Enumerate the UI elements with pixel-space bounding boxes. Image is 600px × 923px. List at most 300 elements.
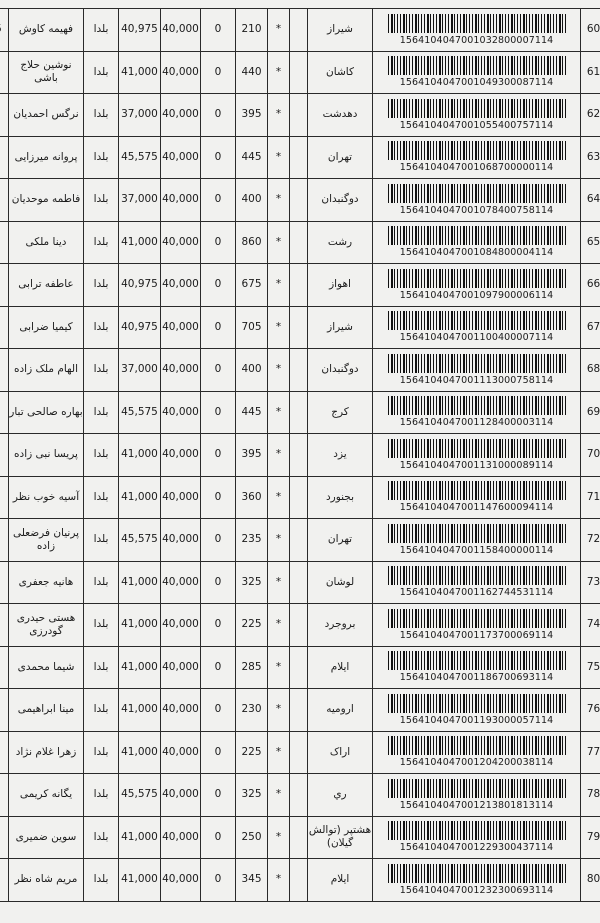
total-amount: 37,000 [119, 94, 161, 137]
city-cell: شیراز [308, 9, 373, 52]
table-row [0, 94, 600, 137]
extra-amount: 0 [201, 604, 236, 647]
barcode-icon [388, 141, 566, 160]
row-number: 72 [581, 519, 600, 562]
empty-cell [290, 9, 308, 52]
tracking-code [373, 136, 581, 179]
empty-cell [290, 816, 308, 859]
empty-cell [290, 689, 308, 732]
city-cell: شیراز [308, 306, 373, 349]
star-mark: * [268, 349, 290, 392]
tracking-code-text: 1564104047001213801813114 [399, 799, 554, 811]
star-mark: * [268, 9, 290, 52]
city-cell: اهواز [308, 264, 373, 307]
row-number: 73 [581, 561, 600, 604]
tracking-code-text: 1564104047001186700693114 [399, 672, 554, 684]
barcode-icon [388, 439, 566, 458]
barcode-icon [388, 184, 566, 203]
row-edge-number [0, 9, 9, 52]
row-edge-number [0, 816, 9, 859]
weight-cell: 400 [236, 349, 268, 392]
weight-cell: 225 [236, 604, 268, 647]
base-amount: 40,000 [161, 774, 201, 817]
total-amount: 41,000 [119, 51, 161, 94]
empty-cell [290, 604, 308, 647]
row-edge-number [0, 179, 9, 222]
tracking-code [373, 604, 581, 647]
tracking-code [373, 519, 581, 562]
base-amount: 40,000 [161, 561, 201, 604]
row-number: 60 [581, 9, 600, 52]
city-cell: ایلام [308, 646, 373, 689]
total-amount: 41,000 [119, 221, 161, 264]
row-edge-number [0, 264, 9, 307]
base-amount: 40,000 [161, 94, 201, 137]
tracking-code-text: 1564104047001173700069114 [399, 629, 554, 641]
city-cell: کرج [308, 391, 373, 434]
city-cell: تهران [308, 519, 373, 562]
tracking-code [373, 859, 581, 902]
row-edge-number [0, 434, 9, 477]
row-edge-number [0, 561, 9, 604]
tracking-code [373, 646, 581, 689]
table-row [0, 731, 600, 774]
city-cell: بجنورد [308, 476, 373, 519]
extra-amount: 0 [201, 561, 236, 604]
tracking-code [373, 94, 581, 137]
row-number: 64 [581, 179, 600, 222]
city-cell: ایلام [308, 859, 373, 902]
row-edge-number [0, 306, 9, 349]
recipient-name: هانیه جعفری [9, 561, 84, 604]
total-amount: 45,575 [119, 774, 161, 817]
star-mark: * [268, 306, 290, 349]
total-amount: 41,000 [119, 859, 161, 902]
barcode-icon [388, 821, 566, 840]
row-number: 68 [581, 349, 600, 392]
status-cell: بلدا [84, 519, 119, 562]
recipient-name: دینا ملکی [9, 221, 84, 264]
status-cell: بلدا [84, 51, 119, 94]
weight-cell: 325 [236, 774, 268, 817]
base-amount: 40,000 [161, 51, 201, 94]
barcode-icon [388, 396, 566, 415]
empty-cell [290, 561, 308, 604]
star-mark: * [268, 221, 290, 264]
star-mark: * [268, 94, 290, 137]
recipient-name: عاطفه ترابی [9, 264, 84, 307]
row-number: 66 [581, 264, 600, 307]
empty-cell [290, 51, 308, 94]
tracking-code-text: 1564104047001131000089114 [399, 459, 554, 471]
weight-cell: 400 [236, 179, 268, 222]
empty-cell [290, 221, 308, 264]
total-amount: 41,000 [119, 561, 161, 604]
total-amount: 40,975 [119, 264, 161, 307]
star-mark: * [268, 476, 290, 519]
tracking-code-text: 1564104047001032800007114 [399, 34, 554, 46]
recipient-name: شیما محمدی [9, 646, 84, 689]
tracking-code-text: 1564104047001078400758114 [399, 204, 554, 216]
city-cell: ارومیه [308, 689, 373, 732]
barcode-icon [388, 269, 566, 288]
extra-amount: 0 [201, 859, 236, 902]
empty-cell [290, 731, 308, 774]
weight-cell: 345 [236, 859, 268, 902]
weight-cell: 395 [236, 434, 268, 477]
status-cell: بلدا [84, 816, 119, 859]
base-amount: 40,000 [161, 9, 201, 52]
row-number: 71 [581, 476, 600, 519]
tracking-code [373, 9, 581, 52]
row-number: 78 [581, 774, 600, 817]
extra-amount: 0 [201, 9, 236, 52]
tracking-code-text: 1564104047001158400000114 [399, 544, 554, 556]
city-cell: تهران [308, 136, 373, 179]
tracking-code [373, 561, 581, 604]
extra-amount: 0 [201, 94, 236, 137]
row-number: 74 [581, 604, 600, 647]
empty-cell [290, 306, 308, 349]
extra-amount: 0 [201, 731, 236, 774]
empty-cell [290, 476, 308, 519]
tracking-code-text: 1564104047001084800004114 [399, 247, 554, 259]
table-row [0, 391, 600, 434]
recipient-name: بهاره صالحی تبار [9, 391, 84, 434]
total-amount: 37,000 [119, 179, 161, 222]
tracking-code-text: 1564104047001229300437114 [399, 842, 554, 854]
empty-cell [290, 94, 308, 137]
city-cell: دوگنبدان [308, 349, 373, 392]
table-row [0, 349, 600, 392]
recipient-name: سوین ضمیری [9, 816, 84, 859]
star-mark: * [268, 136, 290, 179]
barcode-icon [388, 609, 566, 628]
row-edge-number [0, 136, 9, 179]
barcode-icon [388, 56, 566, 75]
status-cell: بلدا [84, 179, 119, 222]
star-mark: * [268, 816, 290, 859]
total-amount: 41,000 [119, 689, 161, 732]
total-amount: 40,975 [119, 306, 161, 349]
tracking-code-text: 1564104047001162744531114 [399, 587, 554, 599]
star-mark: * [268, 689, 290, 732]
extra-amount: 0 [201, 264, 236, 307]
barcode-icon [388, 651, 566, 670]
row-number: 76 [581, 689, 600, 732]
tracking-code [373, 476, 581, 519]
total-amount: 41,000 [119, 434, 161, 477]
status-cell: بلدا [84, 604, 119, 647]
total-amount: 45,575 [119, 519, 161, 562]
empty-cell [290, 264, 308, 307]
weight-cell: 225 [236, 731, 268, 774]
base-amount: 40,000 [161, 731, 201, 774]
tracking-code-text: 1564104047001147600094114 [399, 502, 554, 514]
empty-cell [290, 774, 308, 817]
city-cell: دوگنبدان [308, 179, 373, 222]
base-amount: 40,000 [161, 179, 201, 222]
barcode-icon [388, 736, 566, 755]
status-cell: بلدا [84, 9, 119, 52]
weight-cell: 860 [236, 221, 268, 264]
empty-cell [290, 646, 308, 689]
star-mark: * [268, 51, 290, 94]
weight-cell: 675 [236, 264, 268, 307]
weight-cell: 445 [236, 136, 268, 179]
row-edge-number [0, 94, 9, 137]
row-number: 67 [581, 306, 600, 349]
row-number: 65 [581, 221, 600, 264]
total-amount: 45,575 [119, 136, 161, 179]
weight-cell: 210 [236, 9, 268, 52]
extra-amount: 0 [201, 221, 236, 264]
row-number: 61 [581, 51, 600, 94]
status-cell: بلدا [84, 434, 119, 477]
star-mark: * [268, 519, 290, 562]
recipient-name: نوشین حلاج باشی [9, 51, 84, 94]
recipient-name: مینا ابراهیمی [9, 689, 84, 732]
tracking-code-text: 1564104047001068700000114 [399, 162, 554, 174]
base-amount: 40,000 [161, 859, 201, 902]
row-edge-number [0, 349, 9, 392]
status-cell: بلدا [84, 264, 119, 307]
city-cell: اراک [308, 731, 373, 774]
city-cell: یزد [308, 434, 373, 477]
total-amount: 41,000 [119, 604, 161, 647]
weight-cell: 285 [236, 646, 268, 689]
city-cell: بروجرد [308, 604, 373, 647]
weight-cell: 705 [236, 306, 268, 349]
total-amount: 41,000 [119, 731, 161, 774]
extra-amount: 0 [201, 519, 236, 562]
tracking-code-text: 1564104047001204200038114 [399, 757, 554, 769]
row-number: 77 [581, 731, 600, 774]
table-body [0, 9, 600, 902]
empty-cell [290, 179, 308, 222]
total-amount: 41,000 [119, 646, 161, 689]
city-cell: دهدشت [308, 94, 373, 137]
row-number: 79 [581, 816, 600, 859]
recipient-name: یگانه کریمی [9, 774, 84, 817]
empty-cell [290, 391, 308, 434]
tracking-code [373, 221, 581, 264]
barcode-icon [388, 226, 566, 245]
row-edge-number [0, 604, 9, 647]
barcode-icon [388, 566, 566, 585]
barcode-icon [388, 354, 566, 373]
extra-amount: 0 [201, 816, 236, 859]
status-cell: بلدا [84, 391, 119, 434]
table-row [0, 179, 600, 222]
table-row [0, 561, 600, 604]
status-cell: بلدا [84, 689, 119, 732]
row-edge-number [0, 689, 9, 732]
base-amount: 40,000 [161, 816, 201, 859]
table-row [0, 264, 600, 307]
extra-amount: 0 [201, 179, 236, 222]
weight-cell: 440 [236, 51, 268, 94]
total-amount: 41,000 [119, 816, 161, 859]
empty-cell [290, 136, 308, 179]
base-amount: 40,000 [161, 349, 201, 392]
barcode-icon [388, 779, 566, 798]
weight-cell: 250 [236, 816, 268, 859]
table-row [0, 434, 600, 477]
table-row [0, 306, 600, 349]
weight-cell: 360 [236, 476, 268, 519]
table-row [0, 646, 600, 689]
tracking-code [373, 51, 581, 94]
shipment-table [0, 8, 600, 902]
extra-amount: 0 [201, 391, 236, 434]
barcode-icon [388, 481, 566, 500]
extra-amount: 0 [201, 349, 236, 392]
recipient-name: پروانه میرزایی [9, 136, 84, 179]
total-amount: 37,000 [119, 349, 161, 392]
row-edge-number [0, 519, 9, 562]
tracking-code-text: 1564104047001128400003114 [399, 417, 554, 429]
table-row [0, 519, 600, 562]
recipient-name: فاطمه موحدیان [9, 179, 84, 222]
status-cell: بلدا [84, 94, 119, 137]
barcode-icon [388, 99, 566, 118]
city-cell: رشت [308, 221, 373, 264]
recipient-name: زهرا غلام نژاد [9, 731, 84, 774]
row-edge-number [0, 221, 9, 264]
city-cell: کاشان [308, 51, 373, 94]
barcode-icon [388, 694, 566, 713]
tracking-code [373, 434, 581, 477]
star-mark: * [268, 731, 290, 774]
tracking-code [373, 731, 581, 774]
recipient-name: هستی حیدری گودرزی [9, 604, 84, 647]
tracking-code-text: 1564104047001113000758114 [399, 374, 554, 386]
row-number: 63 [581, 136, 600, 179]
table-row [0, 221, 600, 264]
row-edge-number [0, 51, 9, 94]
base-amount: 40,000 [161, 264, 201, 307]
star-mark: * [268, 179, 290, 222]
weight-cell: 325 [236, 561, 268, 604]
table-row [0, 476, 600, 519]
recipient-name: پرنیان فرضعلی زاده [9, 519, 84, 562]
tracking-code [373, 179, 581, 222]
city-cell: هشتپر (توالش گیلان) [308, 816, 373, 859]
recipient-name: فهیمه کاوش [9, 9, 84, 52]
star-mark: * [268, 774, 290, 817]
table-row [0, 136, 600, 179]
row-edge-number [0, 646, 9, 689]
table-row [0, 604, 600, 647]
row-number: 75 [581, 646, 600, 689]
tracking-code [373, 816, 581, 859]
weight-cell: 230 [236, 689, 268, 732]
recipient-name: آسیه خوب نظر [9, 476, 84, 519]
base-amount: 40,000 [161, 434, 201, 477]
extra-amount: 0 [201, 646, 236, 689]
recipient-name: نرگس احمدیان [9, 94, 84, 137]
star-mark: * [268, 434, 290, 477]
tracking-code [373, 774, 581, 817]
tracking-code [373, 264, 581, 307]
star-mark: * [268, 646, 290, 689]
table-row [0, 689, 600, 732]
base-amount: 40,000 [161, 306, 201, 349]
barcode-icon [388, 311, 566, 330]
total-amount: 40,975 [119, 9, 161, 52]
base-amount: 40,000 [161, 519, 201, 562]
tracking-code [373, 306, 581, 349]
empty-cell [290, 349, 308, 392]
empty-cell [290, 434, 308, 477]
star-mark: * [268, 391, 290, 434]
total-amount: 41,000 [119, 476, 161, 519]
barcode-icon [388, 864, 566, 883]
base-amount: 40,000 [161, 391, 201, 434]
extra-amount: 0 [201, 774, 236, 817]
base-amount: 40,000 [161, 476, 201, 519]
extra-amount: 0 [201, 51, 236, 94]
row-number: 70 [581, 434, 600, 477]
extra-amount: 0 [201, 476, 236, 519]
tracking-code [373, 349, 581, 392]
recipient-name: مریم شاه نظر [9, 859, 84, 902]
extra-amount: 0 [201, 689, 236, 732]
tracking-code-text: 1564104047001097900006114 [399, 289, 554, 301]
extra-amount: 0 [201, 136, 236, 179]
tracking-code-text: 1564104047001055400757114 [399, 119, 554, 131]
row-edge-number [0, 391, 9, 434]
table-row [0, 774, 600, 817]
row-number: 62 [581, 94, 600, 137]
recipient-name: پریسا نبی زاده [9, 434, 84, 477]
status-cell: بلدا [84, 349, 119, 392]
recipient-name: کیمیا ضرابی [9, 306, 84, 349]
row-edge-number [0, 859, 9, 902]
tracking-code-text: 1564104047001193000057114 [399, 714, 554, 726]
extra-amount: 0 [201, 306, 236, 349]
status-cell: بلدا [84, 136, 119, 179]
base-amount: 40,000 [161, 221, 201, 264]
base-amount: 40,000 [161, 689, 201, 732]
extra-amount: 0 [201, 434, 236, 477]
status-cell: بلدا [84, 859, 119, 902]
row-number: 69 [581, 391, 600, 434]
tracking-code-text: 1564104047001100400007114 [399, 332, 554, 344]
row-edge-number [0, 774, 9, 817]
weight-cell: 395 [236, 94, 268, 137]
table-row [0, 816, 600, 859]
status-cell: بلدا [84, 221, 119, 264]
status-cell: بلدا [84, 731, 119, 774]
row-edge-number [0, 476, 9, 519]
status-cell: بلدا [84, 774, 119, 817]
star-mark: * [268, 859, 290, 902]
barcode-icon [388, 14, 566, 33]
base-amount: 40,000 [161, 136, 201, 179]
table-row [0, 51, 600, 94]
tracking-code-text: 1564104047001232300693114 [399, 884, 554, 896]
empty-cell [290, 859, 308, 902]
star-mark: * [268, 561, 290, 604]
status-cell: بلدا [84, 476, 119, 519]
total-amount: 45,575 [119, 391, 161, 434]
row-edge-number [0, 731, 9, 774]
weight-cell: 235 [236, 519, 268, 562]
row-number: 80 [581, 859, 600, 902]
status-cell: بلدا [84, 646, 119, 689]
